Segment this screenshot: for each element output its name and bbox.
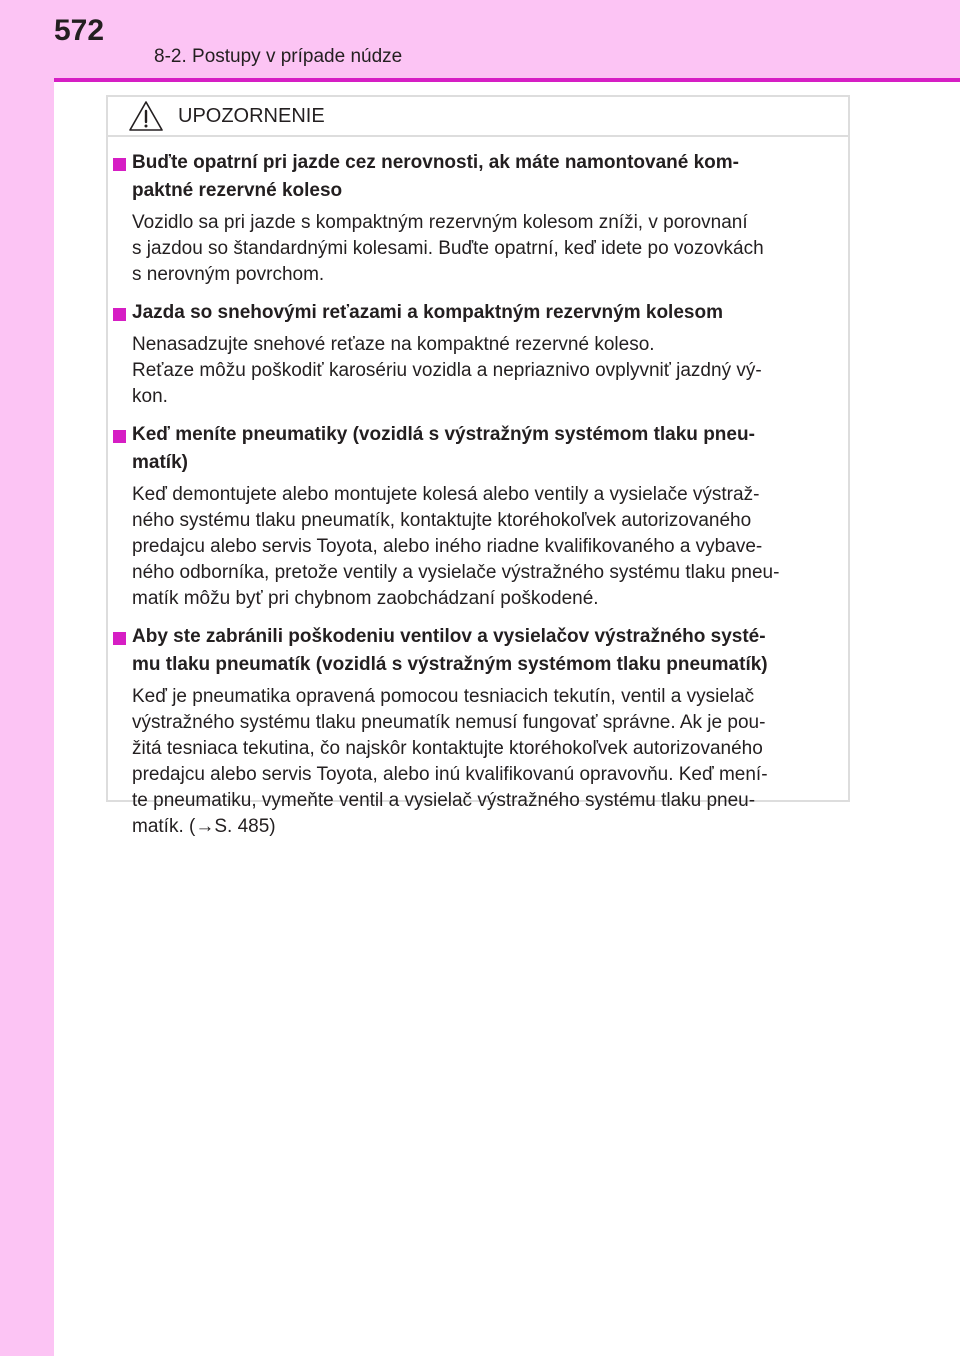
item-title: Keď meníte pneumatiky (vozidlá s výstražným systémom tlaku pneu- matík) (132, 424, 755, 473)
section-title: 8-2. Postupy v prípade núdze (154, 46, 403, 67)
side-color-band (0, 0, 54, 1356)
caution-box (106, 95, 850, 837)
bullet-square-icon (113, 308, 126, 321)
caution-item (108, 421, 848, 612)
caution-item (108, 623, 848, 840)
caution-header (108, 97, 848, 137)
bullet-square-icon (113, 158, 126, 171)
item-title: Aby ste zabránili poškodeniu ventilov a vysielačov výstražného systé- mu tlaku pneumatík (vozidlá s výstražným systémom tlaku pneumatík) (132, 626, 768, 675)
bullet-square-icon (113, 430, 126, 443)
item-body: Vozidlo sa pri jazde s kompaktným rezervným kolesom zníži, v porovnaní s jazdou so štandardnými kolesami. Buďte opatrní, keď idete po vozovkách s nerovným povrchom. (132, 212, 764, 285)
caution-label: UPOZORNENIE (178, 105, 325, 127)
caution-item (108, 299, 848, 410)
header-rule (54, 78, 960, 82)
item-body: Nenasadzujte snehové reťaze na kompaktné rezervné koleso. Reťaze môžu poškodiť karosériu vozidla a nepriaznivo ovplyvniť jazdný vý- kon. (132, 334, 762, 407)
item-title: Buďte opatrní pri jazde cez nerovnosti, ak máte namontované kom- paktné rezervné koleso (132, 152, 740, 201)
page-number: 572 (54, 14, 105, 47)
warning-triangle-icon (128, 100, 164, 132)
item-title: Jazda so snehovými reťazami a kompaktným rezervným kolesom (132, 302, 723, 323)
bullet-square-icon (113, 632, 126, 645)
item-body: Keď je pneumatika opravená pomocou tesniacich tekutín, ventil a vysielač výstražného systému tlaku pneumatík nemusí fungovať správne. Ak je pou- žitá tesniaca tekutina, čo najskôr kontaktujte ktoréhokoľvek autorizovaného predajcu alebo servis Toyota, alebo inú kvalifikovanú opravovňu. Keď mení- te pneumatiku, vymeňte ventil a vysielač výstražného systému tlaku pneu- matík. (→S. 485) (132, 686, 768, 837)
caution-content (108, 149, 848, 840)
item-body: Keď demontujete alebo montujete kolesá alebo ventily a vysielače výstraž- ného systému tlaku pneumatík, kontaktujte ktoréhokoľvek autorizovaného predajcu alebo servis Toyota, alebo iného riadne kvalifikovaného a vybave- ného odborníka, pretože ventily a vysielače výstražného systému tlaku pneu- matík môžu byť pri chybnom zaobchádzaní poškodené. (132, 484, 780, 609)
caution-item (108, 149, 848, 288)
